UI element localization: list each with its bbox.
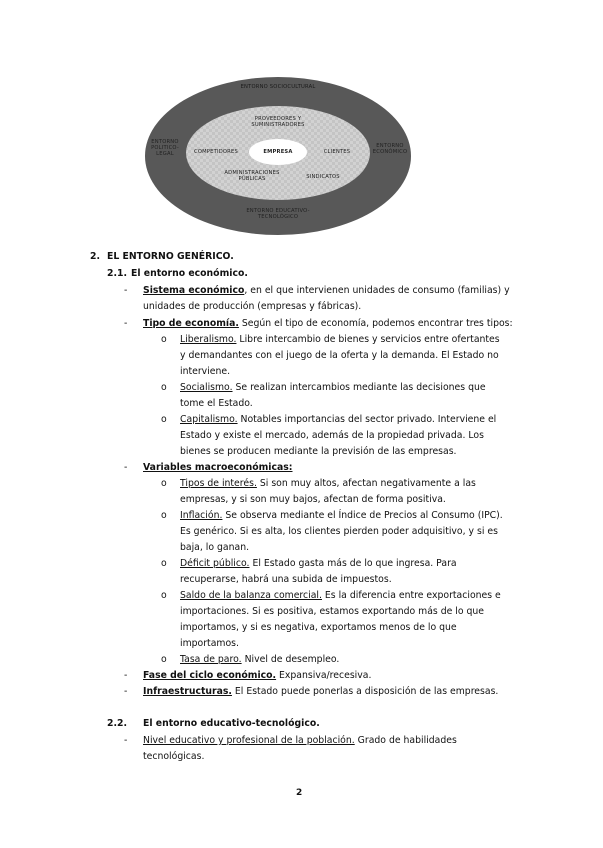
interes-line-1: Tipos de interés. Si son muy altos, afectan negativamente a las	[180, 478, 476, 489]
liberalismo-label: Liberalismo.	[180, 334, 237, 345]
label-proveedores: PROVEEDORES Y SUMINISTRADORES	[251, 116, 305, 128]
sistema-line-1: Sistema económico, en el que intervienen unidades de consumo (familias) y	[143, 285, 510, 296]
section-2-1-number: 2.1.	[107, 268, 128, 279]
label-administraciones: ADMINISTRACIONES PÚBLICAS	[224, 170, 280, 182]
infra-line: Infraestructuras. El Estado puede ponerlas a disposición de las empresas.	[143, 686, 499, 697]
infra-label: Infraestructuras.	[143, 686, 232, 697]
bullet-marker: o	[161, 654, 167, 665]
liberalismo-line-3: interviene.	[180, 366, 231, 377]
tipo-line: Tipo de economía. Según el tipo de economía, podemos encontrar tres tipos:	[143, 318, 513, 329]
inflacion-line-1: Inflación. Se observa mediante el Índice de Precios al Consumo (IPC).	[180, 510, 503, 521]
nivel-line-1: Nivel educativo y profesional de la población. Grado de habilidades	[143, 735, 457, 746]
balanza-label: Saldo de la balanza comercial.	[180, 590, 322, 601]
label-sociocultural: ENTORNO SOCIOCULTURAL	[240, 84, 316, 90]
capitalismo-line-3: bienes se producen mediante la previsión de las empresas.	[180, 446, 457, 457]
deficit-line-2: recuperarse, habrá una subida de impuestos.	[180, 574, 392, 585]
capitalismo-label: Capitalismo.	[180, 414, 238, 425]
label-clientes: CLIENTES	[323, 149, 351, 155]
label-competidores: COMPETIDORES	[194, 149, 238, 155]
section-2-1-title: El entorno económico.	[131, 268, 248, 279]
dash-marker: -	[124, 318, 128, 329]
dash-marker: -	[124, 285, 128, 296]
label-educativo-tecnologico: ENTORNO EDUCATIVO- TECNOLÓGICO	[246, 208, 310, 220]
bullet-marker: o	[161, 414, 167, 425]
socialismo-line-1: Socialismo. Se realizan intercambios mediante las decisiones que	[180, 382, 486, 393]
socialismo-line-2: tome el Estado.	[180, 398, 253, 409]
variables-label: Variables macroeconómicas:	[143, 462, 293, 473]
inflacion-line-3: baja, lo ganan.	[180, 542, 250, 553]
section-2-2-number: 2.2.	[107, 718, 128, 729]
inflacion-label: Inflación.	[180, 510, 223, 521]
capitalismo-line-1: Capitalismo. Notables importancias del sector privado. Interviene el	[180, 414, 497, 425]
deficit-label: Déficit público.	[180, 558, 250, 569]
bullet-marker: o	[161, 382, 167, 393]
sistema-label: Sistema económico	[143, 285, 245, 296]
socialismo-label: Socialismo.	[180, 382, 233, 393]
interes-label: Tipos de interés.	[180, 478, 257, 489]
bullet-marker: o	[161, 558, 167, 569]
fase-line: Fase del ciclo económico. Expansiva/recesiva.	[143, 670, 372, 681]
capitalismo-line-2: Estado y existe el mercado, además de la propiedad privada. Los	[180, 430, 484, 441]
inflacion-line-2: Es genérico. Si es alta, los clientes pierden poder adquisitivo, y si es	[180, 526, 498, 537]
sistema-line-2: unidades de producción (empresas y fábricas).	[143, 301, 362, 312]
label-politico-legal: ENTORNO POLITICO- LEGAL	[151, 139, 179, 157]
bullet-marker: o	[161, 478, 167, 489]
balanza-line-2: importaciones. Si es positiva, estamos exportando más de lo que	[180, 606, 485, 617]
bullet-marker: o	[161, 334, 167, 345]
nivel-label: Nivel educativo y profesional de la población.	[143, 735, 355, 746]
liberalismo-line-1: Liberalismo. Libre intercambio de bienes y servicios entre ofertantes	[180, 334, 500, 345]
label-sindicatos: SINDICATOS	[306, 174, 340, 180]
balanza-line-1: Saldo de la balanza comercial. Es la diferencia entre exportaciones e	[180, 590, 501, 601]
bullet-marker: o	[161, 590, 167, 601]
nivel-line-2: tecnológicas.	[143, 751, 205, 762]
balanza-line-4: importamos.	[180, 638, 239, 649]
section-2-number: 2.	[90, 251, 101, 262]
balanza-line-3: importamos, y si es negativa, exportamos menos de lo que	[180, 622, 457, 633]
interes-line-2: empresas, y si son muy bajos, afectan de forma positiva.	[180, 494, 446, 505]
section-2-2-title: El entorno educativo-tecnológico.	[143, 718, 320, 729]
tipo-label: Tipo de economía.	[143, 318, 239, 329]
deficit-line-1: Déficit público. El Estado gasta más de lo que ingresa. Para	[180, 558, 457, 569]
paro-label: Tasa de paro.	[180, 654, 242, 665]
bullet-marker: o	[161, 510, 167, 521]
environment-diagram	[143, 75, 413, 237]
label-empresa: EMPRESA	[263, 149, 293, 155]
section-2-title: EL ENTORNO GENÉRICO.	[107, 251, 234, 262]
dash-marker: -	[124, 686, 128, 697]
dash-marker: -	[124, 735, 128, 746]
fase-label: Fase del ciclo económico.	[143, 670, 277, 681]
page-number: 2	[296, 788, 303, 798]
liberalismo-line-2: y demandantes con el juego de la oferta y la demanda. El Estado no	[180, 350, 499, 361]
dash-marker: -	[124, 670, 128, 681]
dash-marker: -	[124, 462, 128, 473]
label-economico: ENTORNO ECONÓMICO	[372, 143, 408, 155]
paro-line: Tasa de paro. Nivel de desempleo.	[180, 654, 340, 665]
